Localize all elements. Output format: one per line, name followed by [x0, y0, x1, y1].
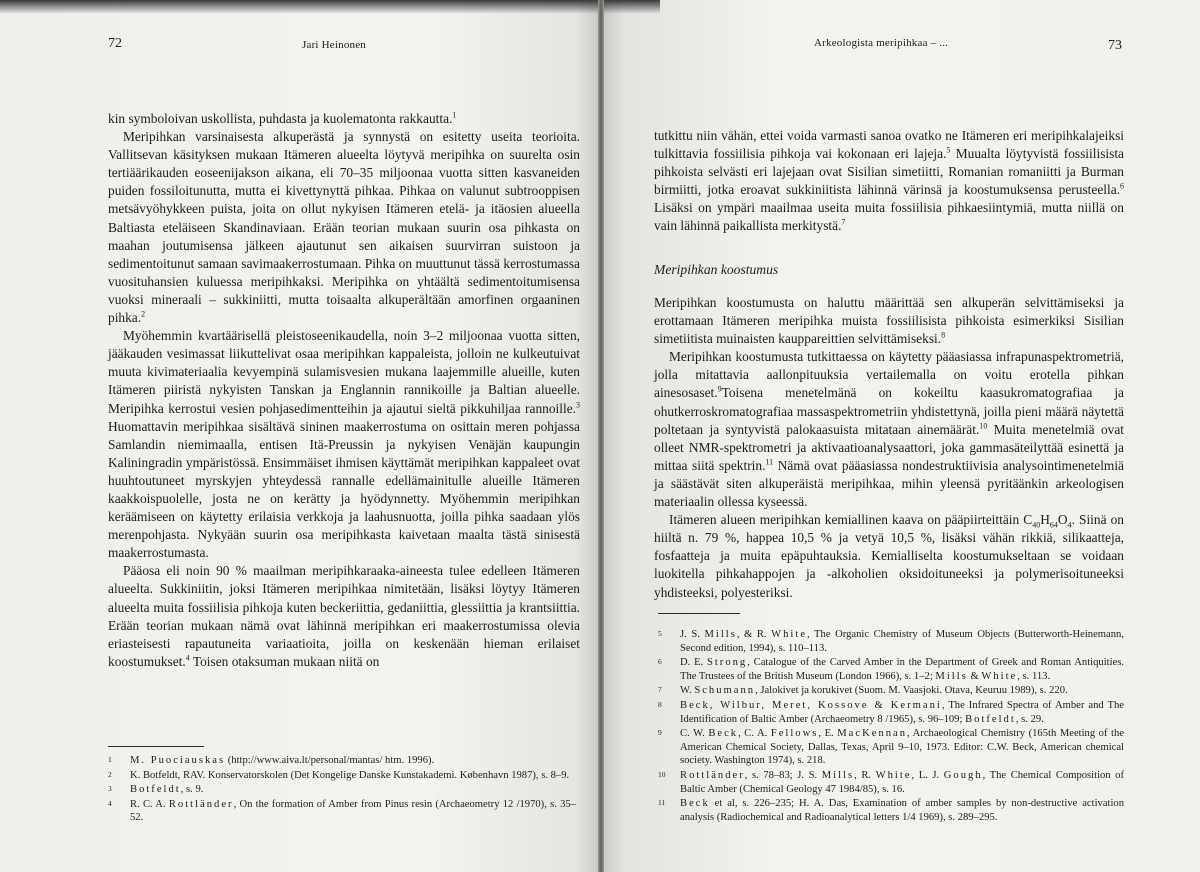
- spaced-author-name: White: [981, 670, 1018, 682]
- text-run: , On the formation of Amber from Pinus resin (Archaeometry 12 /1970), s. 35–52.: [130, 798, 576, 824]
- footnote-number: 2: [108, 769, 112, 779]
- page-number-right: 73: [1108, 38, 1122, 53]
- page-number-left: 72: [108, 36, 122, 51]
- footnote: [658, 769, 1124, 796]
- footnote-number: 1: [108, 755, 112, 764]
- text-run: Toisena menetelmänä on kokeiltu kaasukromatografiaa ja ohutkerroskromatografiaa massaspektrometriin yhdistettynä, joilla pieni määrä näytettä poltetaan ja syntyvistä palokaasuista mitataan ainemäärät.: [654, 385, 1124, 437]
- spaced-author-name: Botfeldt: [965, 713, 1016, 725]
- spaced-author-name: Schumann: [694, 685, 756, 697]
- text-run: H: [1040, 512, 1050, 528]
- text-run: Myöhemmin kvartäärisellä pleistoseenikaudella, noin 3–2 miljoonaa vuotta sitten, jääkauden vesimassat liikuttelivat osaa meripihkan kappaleista, jolloin ne kulkeutuivat muuta kivimateriaalia kevyempinä sulamisvesien mukana laajemmille alueille, kuten Itämeren piiristä nykyisten Tanskan ja Englannin rannikoille ja Baltian alueelle. Meripihka kerrostui vesien pohjasedimentteihin ja ajautui sieltä pikkuhiljaa rannoille.: [108, 328, 580, 416]
- paragraph: [654, 294, 1124, 348]
- text-run: , The Chemical Composition of Baltic Amber (Chemical Geology 47 1984/85), s. 16.: [680, 769, 1125, 795]
- spaced-author-name: Mills: [935, 670, 968, 682]
- text-run: (http://www.aiva.lt/personal/mantas/ htm. 1996).: [225, 755, 435, 766]
- spaced-author-name: Strong: [706, 657, 748, 669]
- footnote-number: 10: [658, 769, 666, 779]
- text-run: , s. 113.: [1017, 670, 1051, 682]
- text-run: , & R.: [736, 629, 772, 640]
- footnote: [658, 699, 1124, 726]
- formula-subscript: 40: [1032, 520, 1041, 530]
- text-run: O: [1057, 512, 1068, 528]
- footnote-number: 5: [658, 629, 662, 638]
- footnote-ref: 10: [979, 421, 988, 431]
- spaced-author-name: Mills: [704, 629, 737, 640]
- paragraph: [108, 327, 580, 562]
- text-run: Pääosa eli noin 90 % maailman meripihkaraaka-aineesta tulee edelleen Itämeren alueelta. Sukkiniitin, joksi Itämeren meripihkaa nimitetään, lisäksi löytyy Itämeren alueelta muita fossiilisia pihkoja kuten beckeriittia, gedaniittia, glessiittia ja krantsiittia. Erään teorian mukaan nämä ovat lähinnä meripihkan eri maakerrostumissa olevia eriasteisesti rapautuneita variaatioita, joilla on keskenään hieman erilaiset koostumukset.: [108, 563, 580, 669]
- footnote-ref: 8: [941, 330, 946, 340]
- right-body-text-top: [654, 127, 1124, 236]
- left-body-text: [108, 110, 580, 671]
- paragraph: [654, 511, 1124, 601]
- text-run: Muualta löytyvistä fossiilisista pihkoista selvästi eri lajejaan ovat Sisilian simetiitti, Romanian romaniitti ja Burman birmiitti, jotka eroavat sukkiniitista lähinnä värinsä ja koostumuksensa perusteella.: [654, 146, 1124, 198]
- text-run: et al, s. 226–235; H. A. Das, Examination of amber samples by non-destructive activation analysis (Radiochemical and Radioanalytical letters 1/4 1969), s. 289–295.: [680, 798, 1124, 823]
- running-head-left: Jari Heinonen: [302, 39, 366, 51]
- text-run: Meripihkan koostumusta tutkittaessa on käytetty pääasiassa infrapunaspektrometriä, jolla mitattavia aallonpituuksia vertailemalla on voitu erotella pihkan ainesosaset.: [654, 349, 1124, 401]
- text-run: &: [967, 670, 982, 682]
- paragraph: [108, 562, 580, 671]
- spaced-author-name: MacKennan: [837, 728, 908, 740]
- footnote-ref: 5: [946, 145, 951, 155]
- text-run: , C. A.: [738, 728, 771, 740]
- text-run: . Siinä on hiiltä n. 79 %, happea 10,5 % ja vetyä 10,5 %, lisäksi vähän rikkiä, silikaatteja, fosfaatteja ja muita epäpuhtauksia. Kemialliselta koostumukseltaan se voidaan luokitella pihkahappojen ja -alkoholien oksidoituneeksi ja polymerisoituneeksi yhdisteeksi, polyesteriksi.: [654, 512, 1124, 600]
- text-run: , E.: [818, 728, 838, 740]
- spaced-author-name: Rottländer: [680, 769, 745, 781]
- footnote: [658, 727, 1124, 768]
- left-footnotes: [108, 754, 576, 826]
- text-run: kin symboloivan uskollista, puhdasta ja kuolematonta rakkautta.: [108, 111, 453, 126]
- spaced-author-name: Beck: [708, 728, 739, 740]
- spaced-author-name: White: [771, 629, 808, 640]
- paragraph: [108, 128, 580, 327]
- right-footnotes: [658, 628, 1124, 825]
- text-run: Muita menetelmiä ovat olleet NMR-spektrometri ja aktivaatioanalysaattori, joka gammasäteilyttää esinettä ja mittaa siitä spektrin.: [654, 421, 1125, 473]
- footnote-rule-left: [108, 746, 204, 747]
- footnote: [108, 754, 576, 768]
- footnote-ref: 7: [841, 218, 846, 227]
- text-run: J. S.: [680, 629, 705, 640]
- text-run: , The Infrared Spectra of Amber and The Identification of Baltic Amber (Archaeometry 8 /1965), s. 96–109;: [680, 699, 1124, 725]
- footnote: [658, 684, 1124, 698]
- text-run: D. E.: [680, 657, 707, 669]
- text-run: , R.: [854, 769, 876, 781]
- section-heading: Meripihkan koostumus: [654, 262, 779, 277]
- text-run: Itämeren alueen meripihkan kemiallinen kaava on pääpiirteittäin C: [669, 512, 1033, 528]
- book-gutter: [598, 0, 604, 872]
- spaced-author-name: Fellows: [770, 728, 819, 740]
- footnote-rule-right: [658, 613, 740, 614]
- text-run: , Archaeological Chemistry (165th Meeting of the American Chemical Society, Dallas, Texas, April 9–10, 1973. Editor: C.W. Beck, American chemical society. Washington 1974), s. 218.: [680, 728, 1124, 767]
- text-run: Nämä ovat pääasiassa nondestruktiivisia analysointimenetelmiä ja säästävät siten alkuperäistä meripihkaa, mihin yleensä pyritäänkin arkeologisen materiaalin ollessa kyseessä.: [654, 457, 1125, 510]
- footnote: [658, 656, 1124, 683]
- footnote: [108, 769, 576, 783]
- text-run: Huomattavin meripihkaa sisältävä sininen maakerrostuma on osittain meren pohjassa Samlandin niemimaalla, entisen Itä-Preussin ja nykyisen Venäjän kaupungin Kaliningradin ympäristössä. Ensimmäiset ihmisen käyttämät meripihkan kappaleet ovat huuhtoutuneet myrskyjen yhteydessä rannalle edellämainitulle alueille Itämeren kaakkoispuolelle, josta ne on kerätty ja hyödynnetty. Myöhemmin meripihkan keräämiseen on käytetty erilaisia verkkoja ja laahusnuotta, joilla pihka saadaan ylös merenpohjasta. Nykyään suurin osa meripihkasta kaivetaan maalta tästä sinisestä maakerrostumasta.: [108, 418, 580, 561]
- footnote-ref: 1: [452, 110, 457, 120]
- footnote-number: 7: [658, 685, 662, 695]
- footnote-number: 9: [658, 728, 662, 738]
- text-run: , The Organic Chemistry of Museum Objects (Butterworth-Heinemann, Second edition, 1994), s. 110–113.: [680, 629, 1124, 654]
- footnote-number: 4: [108, 798, 112, 808]
- text-run: Meripihkan koostumusta on haluttu määrittää sen alkuperän selvittämiseksi ja erottamaan Itämeren meripihka muista fossiilisista pihkoista esimerkiksi Sisilian simetiitista muinaisten kauppareittien selvittämiseksi.: [654, 295, 1124, 347]
- footnote-ref: 9: [717, 385, 722, 394]
- footnote: [108, 783, 576, 797]
- scan-shadow: [0, 0, 660, 14]
- footnote-number: 11: [658, 798, 666, 808]
- text-run: Meripihkan varsinaisesta alkuperästä ja synnystä on esitetty useita teorioita. Vallitsevan käsityksen mukaan Itämeren alueelta löytyvä meripihka on suurelta osin tertiäärikauden eoseenijakson aikana, eli 70–35 miljoonaa vuotta sitten kasvaneiden puiden fossiloitunutta, mutta ei kivettynyttä pihkaa. Pihkaa on valunut subtrooppisen metsävyöhykkeen puista, joita on ollut nykyisen Itämeren etelä- ja itäosien alueella Baltiasta eteläiseen Skandinaviaan. Erään teorian mukaan suurin osa pihkasta on maahan joutumisensa jälkeen ajautunut sen aikaisen suurvirran suistoon ja sedimentoitunut samaan savimaakerrostumaan. Pihka on muuttunut tässä kerrostumassa vuosituhansien kuluessa meripihkaksi. Meripihka on yhtäältä sedimentoitumisensa vuoksi mineraali – sukkiniitti, mutta toisaalta alkuperältään amorfinen orgaaninen pihka.: [108, 129, 580, 326]
- paragraph: [654, 127, 1124, 236]
- text-run: , s. 78–83; J. S.: [744, 769, 822, 781]
- text-run: , Catalogue of the Carved Amber in the Department of Greek and Roman Antiquities. The Trustees of the British Museum (London 1966), s. 1–2;: [680, 657, 1124, 682]
- text-run: W.: [680, 685, 695, 697]
- text-run: K. Botfeldt, RAV. Konservatorskolen (Det Kongelige Danske Kunstakademi. København 1987), s. 8–9.: [130, 769, 570, 781]
- text-run: , s. 29.: [1015, 713, 1044, 725]
- spaced-author-name: Beck, Wilbur, Meret, Kossove & Kermani: [680, 699, 942, 711]
- footnote-ref: 11: [765, 457, 774, 467]
- footnote-number: 8: [658, 699, 662, 709]
- spaced-author-name: Beck: [680, 798, 710, 810]
- text-run: , Jalokivet ja korukivet (Suom. M. Vaasjoki. Otava, Keuruu 1989), s. 220.: [755, 685, 1068, 697]
- running-head-right: Arkeologista meripihkaa – ...: [814, 37, 949, 49]
- text-run: C. W.: [680, 728, 709, 740]
- spaced-author-name: Botfeldt: [130, 784, 181, 796]
- paragraph: [654, 348, 1124, 511]
- right-page: [600, 0, 1200, 872]
- spaced-author-name: White: [875, 769, 912, 781]
- spaced-author-name: Rottländer: [168, 798, 234, 810]
- spaced-author-name: Gough: [943, 769, 983, 781]
- footnote-ref: 6: [1120, 181, 1124, 191]
- footnote-number: 6: [658, 657, 662, 667]
- footnote-number: 3: [108, 784, 112, 794]
- footnote: [658, 797, 1124, 824]
- footnote: [658, 628, 1124, 655]
- footnote-ref: 4: [185, 653, 190, 663]
- text-run: R. C. A.: [130, 798, 169, 810]
- text-run: Toisen otaksuman mukaan niitä on: [189, 653, 380, 669]
- text-run: Lisäksi on ympäri maailmaa useita muita fossiilisia pihkaesiintymiä, mutta niillä on vain lähinnä paikallista merkitystä.: [654, 200, 1124, 234]
- footnote-ref: 2: [141, 309, 146, 319]
- right-body-text-section: [654, 294, 1124, 602]
- formula-subscript: 4: [1067, 520, 1072, 530]
- text-run: , s. 9.: [180, 784, 204, 796]
- footnote-ref: 3: [576, 400, 580, 410]
- paragraph: [108, 110, 580, 128]
- spaced-author-name: Mills: [821, 769, 855, 781]
- formula-subscript: 64: [1049, 520, 1058, 530]
- footnote: [108, 798, 576, 825]
- spaced-author-name: M. Puociauskas: [130, 755, 226, 766]
- text-run: , L. J.: [911, 769, 944, 781]
- text-run: tutkittu niin vähän, ettei voida varmasti sanoa ovatko ne Itämeren eri meripihkalajeiksi tulkittavia fossiilisia pihkoja vai kokonaan eri lajeja.: [654, 128, 1124, 162]
